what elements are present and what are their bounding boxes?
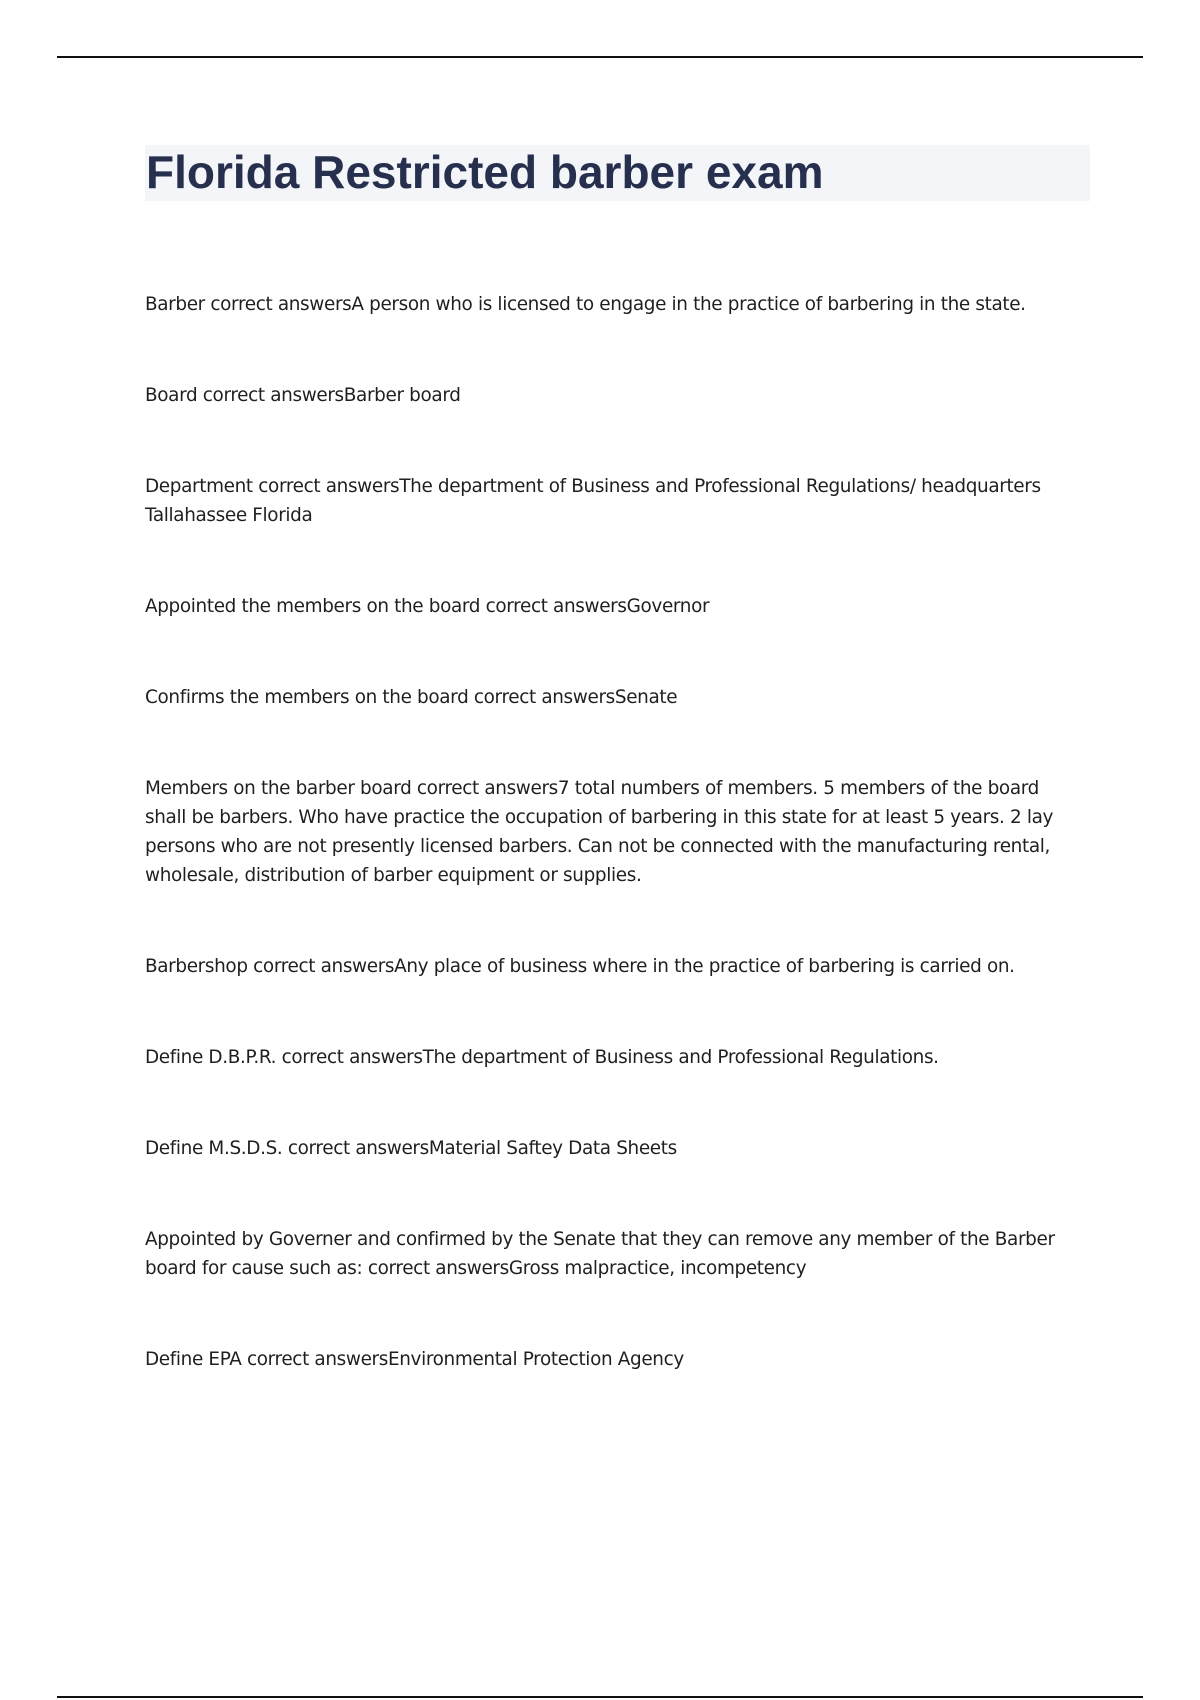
bottom-rule (57, 1696, 1143, 1698)
qa-list (145, 290, 1065, 1436)
qa-item: Appointed the members on the board correct answersGovernor (145, 596, 710, 617)
document-title: Florida Restricted barber exam (146, 146, 824, 198)
qa-item: Define M.S.D.S. correct answersMaterial Saftey Data Sheets (145, 1138, 677, 1159)
qa-item: Barber correct answersA person who is licensed to engage in the practice of barbering in the state. (145, 294, 1026, 315)
qa-item: Define EPA correct answersEnvironmental Protection Agency (145, 1349, 684, 1370)
qa-item: Define D.B.P.R. correct answersThe department of Business and Professional Regulations. (145, 1047, 939, 1068)
qa-item: Board correct answersBarber board (145, 385, 461, 406)
qa-item: Members on the barber board correct answers7 total numbers of members. 5 members of the board shall be barbers. Who have practice the occupation of barbering in this state for at least 5 years. 2 lay persons who are not presently licensed barbers. Can not be connected with the manufacturing rental, wholesale, distribution of barber equipment or supplies. (145, 778, 1054, 886)
top-rule (57, 56, 1143, 58)
qa-item: Department correct answersThe department of Business and Professional Regulations/ headquarters Tallahassee Florida (145, 476, 1041, 526)
qa-item: Appointed by Governer and confirmed by the Senate that they can remove any member of the Barber board for cause such as: correct answersGross malpractice, incompetency (145, 1229, 1055, 1279)
qa-item: Confirms the members on the board correct answersSenate (145, 687, 678, 708)
qa-item: Barbershop correct answersAny place of business where in the practice of barbering is carried on. (145, 956, 1015, 977)
